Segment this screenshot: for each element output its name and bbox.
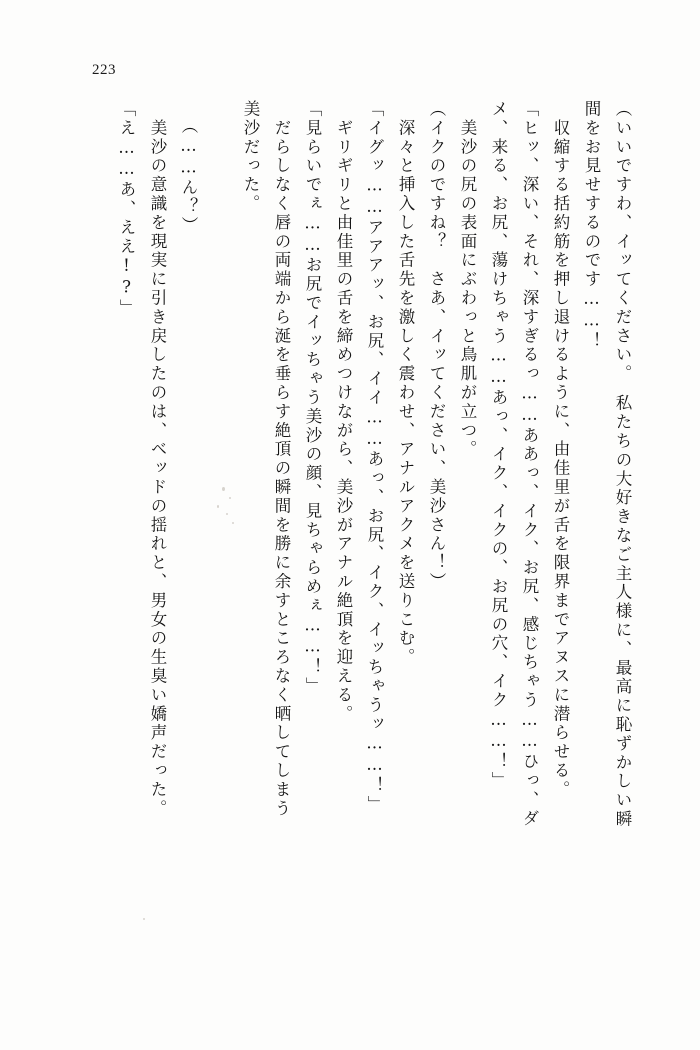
text-line: 「ヒッ、深い、それ、深すぎるっ……ああっ、イク、お尻、感じちゃう……ひっ、ダ: [520, 100, 539, 829]
text-line: 「見らいでぇ……お尻でイッちゃう美沙の顔、見ちゃらめぇ……！」: [303, 100, 322, 696]
text-line: ギリギリと由佳里の舌を締めつけながら、美沙がアナル絶頂を迎える。: [334, 100, 353, 724]
scan-speck: [229, 497, 231, 499]
body-text: [64, 100, 630, 980]
text-line: 「イグッ……アアアッ、お尻、イイ……あっ、お尻、イク、イッちゃうッ……！」: [365, 100, 384, 815]
text-line: メ、来る、お尻、蕩けちゃう……あっ、イク、イクの、お尻の穴、イク……！」: [489, 100, 508, 791]
text-line: 収縮する括約筋を押し退けるように、由佳里が舌を限界までアヌスに潜らせる。: [551, 100, 570, 800]
scan-speck: [143, 918, 145, 920]
text-line: 間をお見せするのです……！: [582, 100, 601, 351]
text-line: [196, 100, 227, 980]
scan-speck: [226, 513, 228, 515]
text-line: 深々と挿入した舌先を激しく震わせ、アナルアクメを送りこむ。: [396, 100, 415, 667]
text-line: 美沙の意識を現実に引き戻したのは、ベッドの揺れと、男女の生臭い嬌声だった。: [148, 100, 167, 819]
text-line: 「え……あ、ええ!?」: [117, 100, 136, 318]
page-number: 223: [92, 62, 116, 78]
text-line: （……ん？）: [179, 117, 198, 236]
text-line: （いいですわ、イッてください。 私たちの大好きなご主人様に、最高に恥ずかしい瞬: [613, 100, 632, 829]
text-line: 美沙の尻の表面にぶわっと鳥肌が立つ。: [458, 100, 477, 460]
scan-speck: [217, 505, 219, 508]
text-line: （イクのですね？ さあ、イッてください、美沙さん！）: [427, 100, 446, 592]
scan-speck: [232, 522, 234, 524]
scan-speck: [222, 487, 225, 491]
text-line: だらしなく唇の両端から涎を垂らす絶頂の瞬間を勝に余すところなく晒してしまう: [272, 100, 291, 819]
text-line: 美沙だった。: [241, 100, 260, 214]
